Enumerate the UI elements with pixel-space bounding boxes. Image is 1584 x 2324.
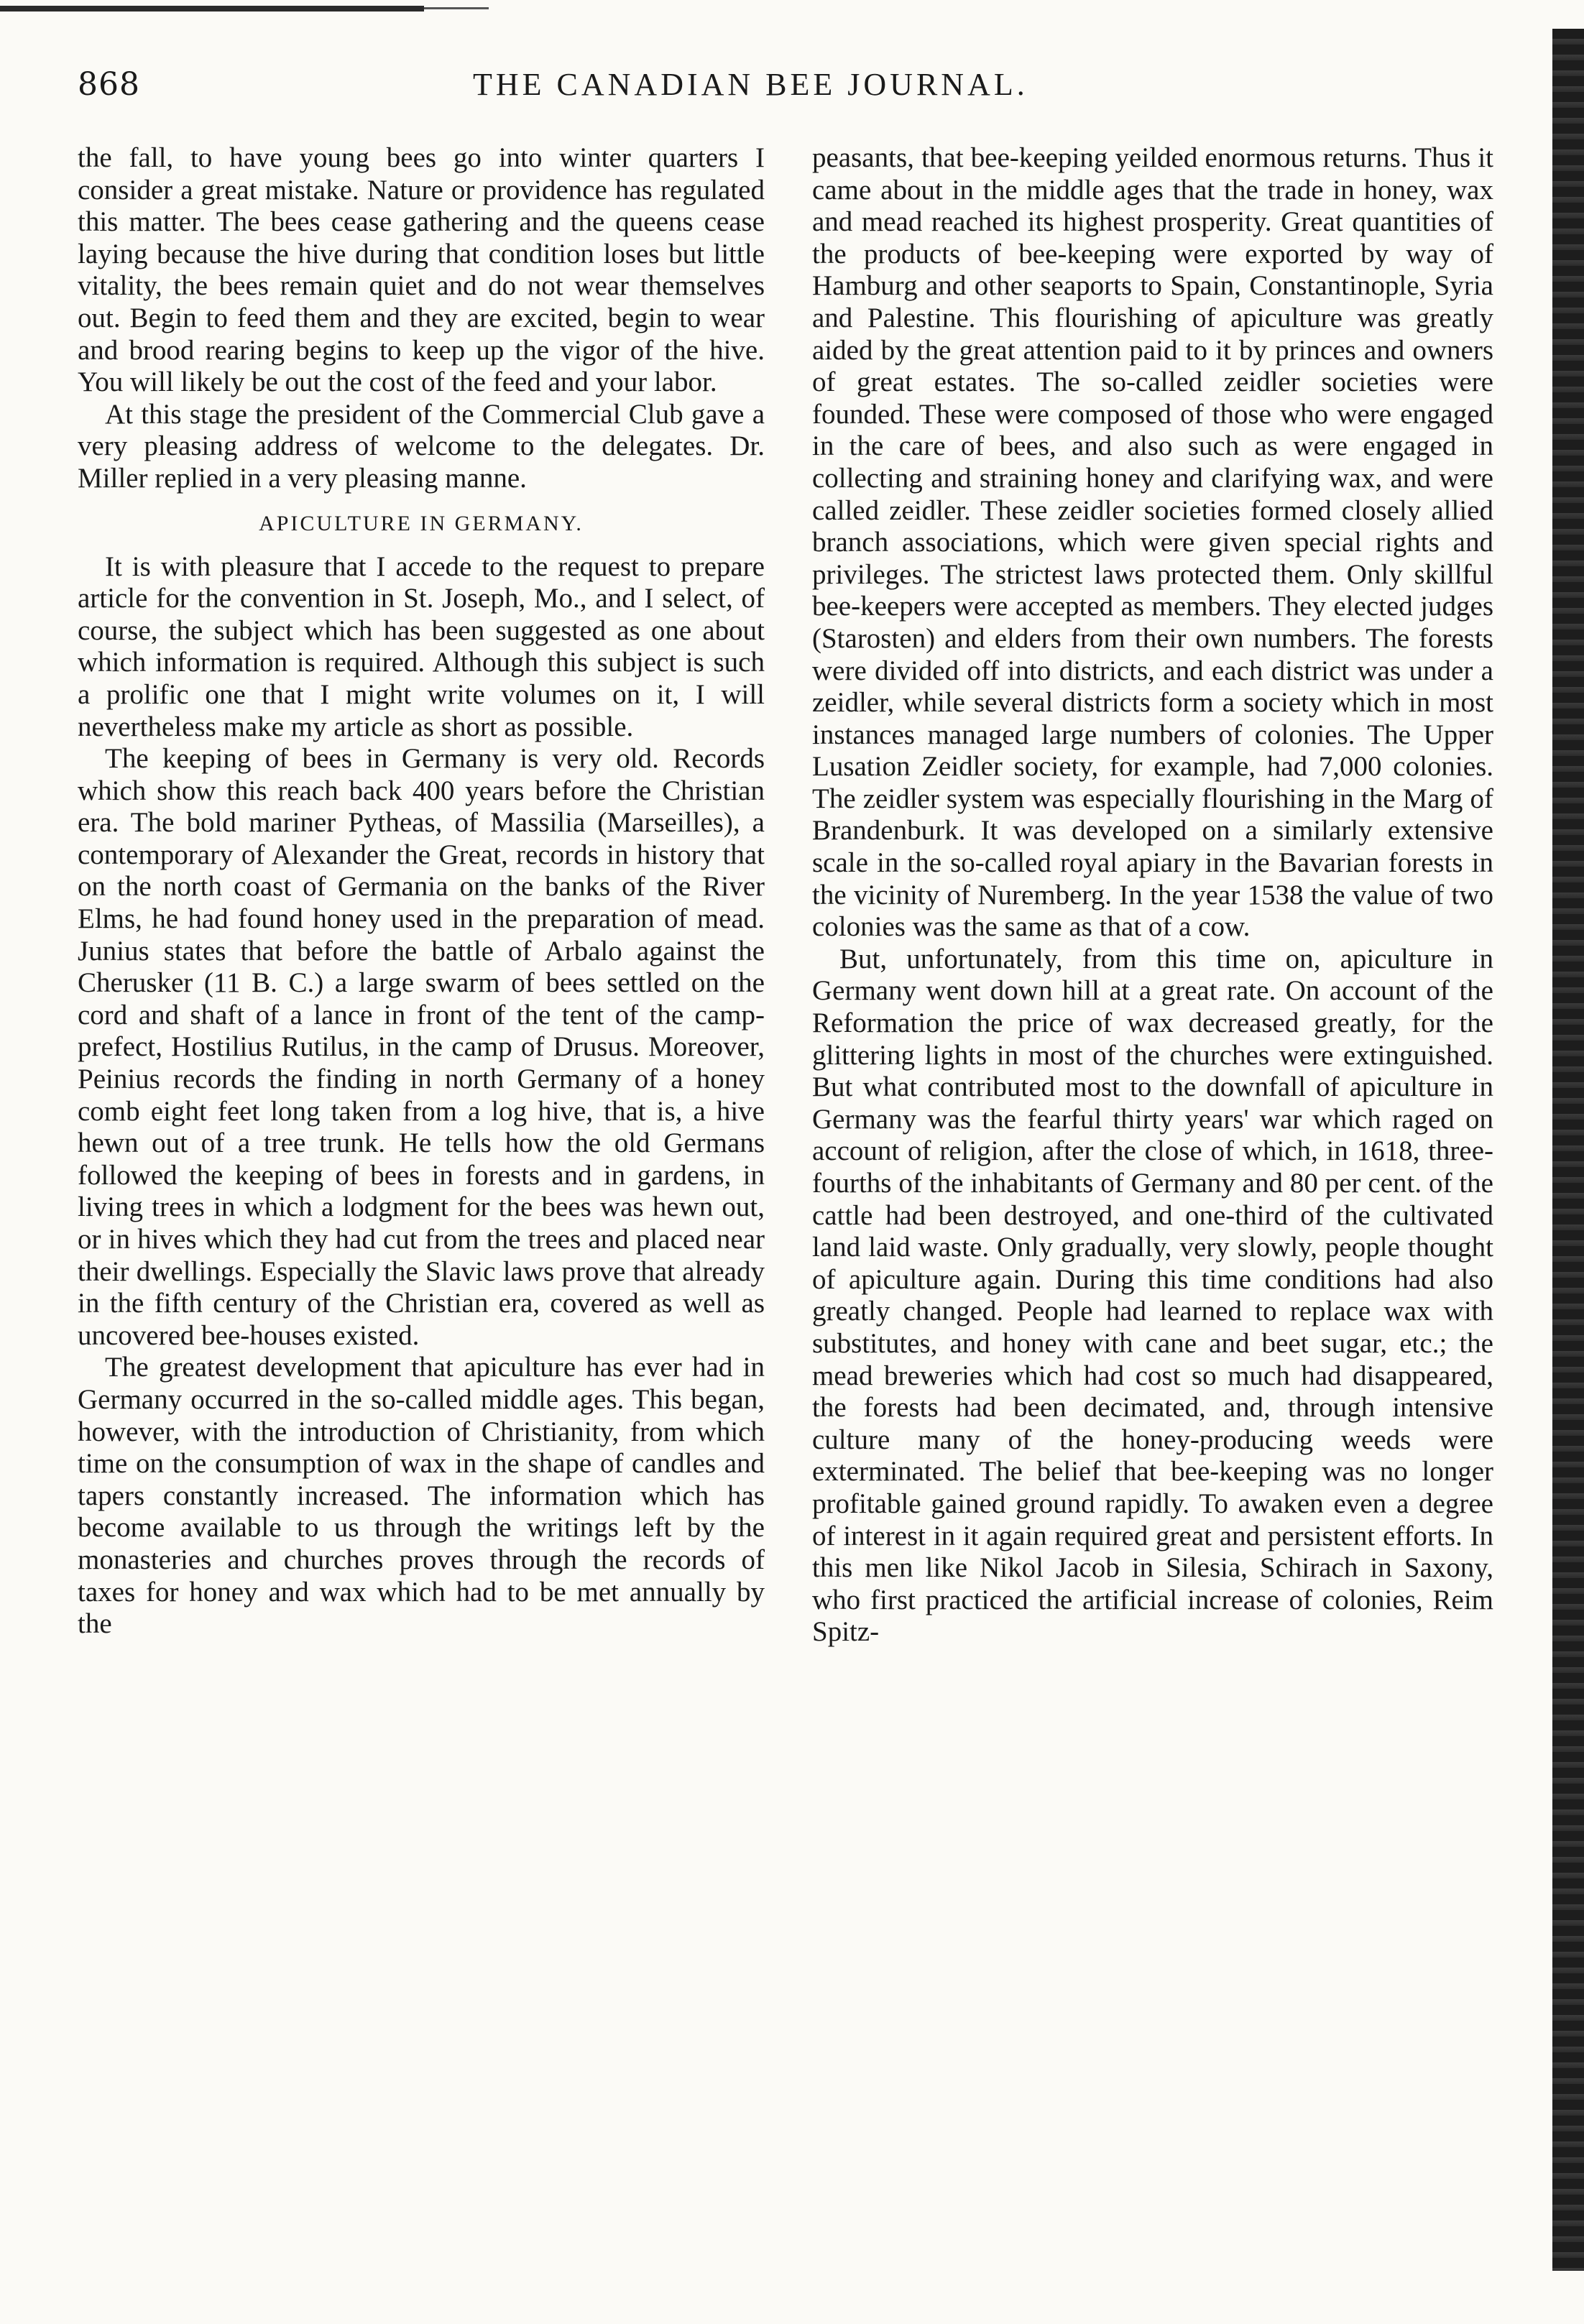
left-column (78, 142, 765, 1641)
paragraph: It is with pleasure that I accede to the request to prepare article for the convention in St. Joseph, Mo., and I select, of course, the subject which has been suggested as one about which information is required. Although this subject is such a prolific one that I might write volumes on it, I will nevertheless make my article as short as possible. (78, 550, 765, 742)
paragraph: The greatest development that apiculture has ever had in Germany occurred in the so-called middle ages. This began, however, with the introduction of Christianity, from which time on the consumption of wax in the shape of candles and tapers constantly increased. The information which has become available to us through the writings left by the monasteries and churches proves through the records of taxes for honey and wax which had to be met annually by the (78, 1352, 765, 1640)
journal-title: THE CANADIAN BEE JOURNAL. (473, 67, 1028, 102)
paragraph: the fall, to have young bees go into winter quarters I consider a great mistake. Nature or providence has regulated this matter. The bees cease gathering and the queens cease laying because the hive during that condition loses but little vitality, the bees remain quiet and do not wear themselves out. Begin to feed them and they are excited, begin to wear and brood rearing begins to keep up the vigor of the hive. You will likely be out the cost of the feed and your labor. (78, 142, 765, 398)
scan-edge-shadow (1552, 29, 1584, 2271)
page-header (78, 66, 1134, 124)
right-column (812, 142, 1493, 1649)
paragraph: At this stage the president of the Commercial Club gave a very pleasing address of welcome to the delegates. Dr. Miller replied in a very pleasing manne. (78, 398, 765, 494)
section-heading: APICULTURE IN GERMANY. (259, 511, 584, 535)
paragraph: But, unfortunately, from this time on, apiculture in Germany went down hill at a great rate. On account of the Reformation the price of wax decreased greatly, for the glittering lights in most of the churches were extinguished. But what contributed most to the downfall of apiculture in Germany was the fearful thirty years' war which raged on account of religion, after the close of which, in 1618, three-fourths of the inhabitants of Germany and 80 per cent. of the cattle had been destroyed, and one-third of the cultivated land laid waste. Only gradually, very slowly, people thought of apiculture again. During this time conditions had also greatly changed. People had learned to replace wax with substitutes, and honey with cane and beet sugar, etc.; the mead breweries which had cost so much had disappeared, the forests had been decimated, and, through intensive culture many of the honey-producing weeds were exterminated. The belief that bee-keeping was no longer profitable gained ground rapidly. To awaken even a degree of interest in it again required great and persistent efforts. In this men like Nikol Jacob in Silesia, Schirach in Saxony, who first practiced the artificial increase of colonies, Reim Spitz- (812, 943, 1493, 1648)
paragraph: peasants, that bee-keeping yeilded enormous returns. Thus it came about in the middle ages that the trade in honey, wax and mead reached its highest prosperity. Great quantities of the products of bee-keeping were exported by way of Hamburg and other seaports to Spain, Constantinople, Syria and Palestine. This flourishing of apiculture was greatly aided by the great attention paid to it by princes and owners of great estates. The so-called zeidler societies were founded. These were composed of those who were engaged in the care of bees, and also such as were engaged in collecting and straining honey and clarifying wax, and were called zeidler. These zeidler societies formed closely allied branch associations, which were given special rights and privileges. The strictest laws protected them. Only skillful bee-keepers were accepted as members. They elected judges (Starosten) and elders from their own numbers. The forests were divided off into districts, and each district was under a zeidler, while several districts form a society which in most instances managed large numbers of colonies. The Upper Lusation Zeidler society, for example, had 7,000 colonies. The zeidler system was especially flourishing in the Marg of Brandenburk. It was developed on a similarly extensive scale in the so-called royal apiary in the Bavarian forests in the vicinity of Nuremberg. In the year 1538 the value of two colonies was the same as that of a cow. (812, 142, 1493, 943)
page-number: 868 (78, 66, 140, 103)
top-rule-thin (424, 7, 489, 9)
top-rule (0, 6, 424, 11)
paragraph: The keeping of bees in Germany is very old. Records which show this reach back 400 years before the Christian era. The bold mariner Pytheas, of Massilia (Marseilles), a contemporary of Alexander the Great, records in history that on the north coast of Germania on the banks of the River Elms, he had found honey used in the preparation of mead. Junius states that before the battle of Arbalo against the Cherusker (11 B. C.) a large swarm of bees settled on the cord and shaft of a lance in front of the tent of the camp-prefect, Hostilius Rutilus, in the camp of Drusus. Moreover, Peinius records the finding in north Germany of a honey comb eight feet long taken from a log hive, that is, a hive hewn out of a tree trunk. He tells how the old Germans followed the keeping of bees in forests and in gardens, in living trees in which a lodgment for the bees was hewn out, or in hives which they had cut from the trees and placed near their dwellings. Especially the Slavic laws prove that already in the fifth century of the Christian era, covered as well as uncovered bee-houses existed. (78, 743, 765, 1351)
